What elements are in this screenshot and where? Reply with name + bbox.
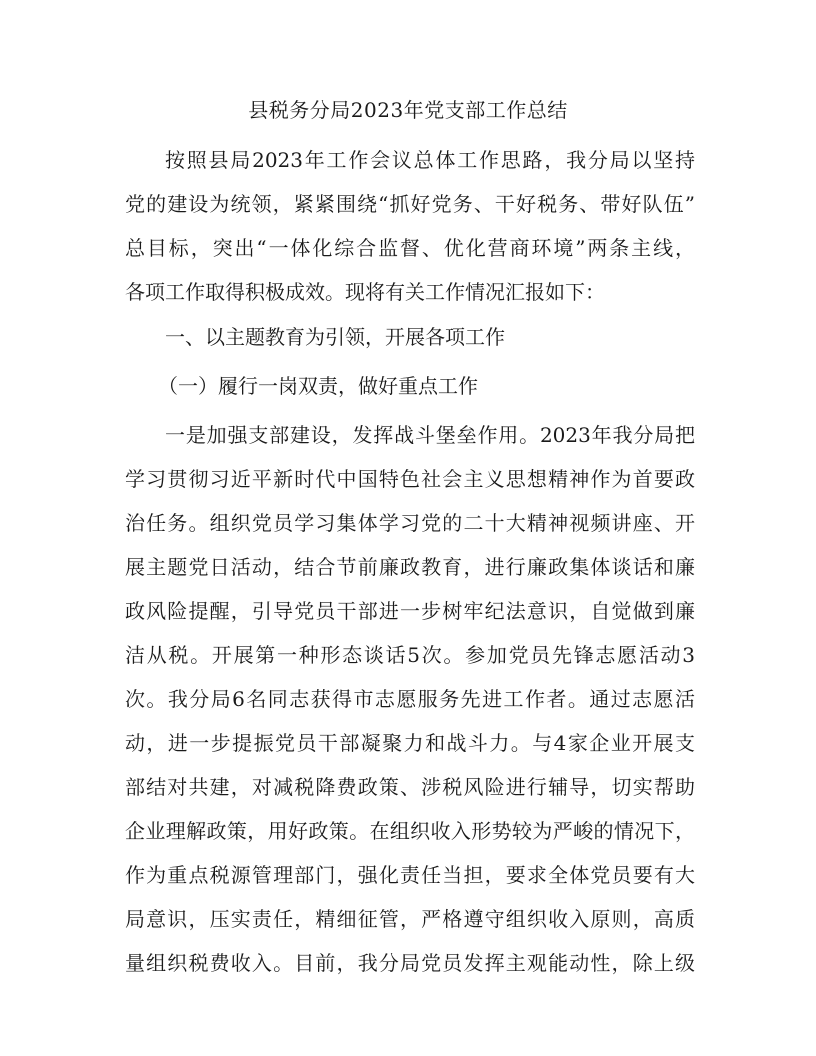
body-line: 作为重点税源管理部门，强化责任当担，要求全体党员要有大 (125, 863, 695, 887)
body-line: 一是加强支部建设，发挥战斗堡垒作用。2023年我分局把 (165, 423, 695, 447)
body-line: 学习贯彻习近平新时代中国特色社会主义思想精神作为首要政 (125, 467, 695, 491)
body-line: 政风险提醒，引导党员干部进一步树牢纪法意识，自觉做到廉 (125, 599, 695, 623)
body-line: 局意识，压实责任，精细征管，严格遵守组织收入原则，高质 (125, 907, 695, 931)
body-line: 量组织税费收入。目前，我分局党员发挥主观能动性，除上级 (125, 951, 695, 975)
intro-line: 总目标，突出“一体化综合监督、优化营商环境”两条主线， (125, 236, 695, 260)
intro-line: 各项工作取得积极成效。现将有关工作情况汇报如下： (125, 280, 605, 304)
subsection-heading: （一）履行一岗双责，做好重点工作 (158, 374, 478, 398)
body-line: 治任务。组织党员学习集体学习党的二十大精神视频讲座、开 (125, 511, 695, 535)
body-line: 洁从税。开展第一种形态谈话5次。参加党员先锋志愿活动3 (125, 643, 695, 667)
body-line: 部结对共建，对减税降费政策、涉税风险进行辅导，切实帮助 (125, 775, 695, 799)
body-line: 展主题党日活动，结合节前廉政教育，进行廉政集体谈话和廉 (125, 555, 695, 579)
section-heading: 一、以主题教育为引领，开展各项工作 (165, 325, 505, 349)
body-line: 动，进一步提振党员干部凝聚力和战斗力。与4家企业开展支 (125, 731, 695, 755)
body-line: 企业理解政策，用好政策。在组织收入形势较为严峻的情况下， (125, 819, 695, 843)
document-title: 县税务分局2023年党支部工作总结 (248, 98, 568, 122)
intro-line: 党的建设为统领，紧紧围绕“抓好党务、干好税务、带好队伍” (125, 192, 695, 216)
body-line: 次。我分局6名同志获得市志愿服务先进工作者。通过志愿活 (125, 687, 695, 711)
intro-line: 按照县局2023年工作会议总体工作思路，我分局以坚持 (165, 148, 695, 172)
